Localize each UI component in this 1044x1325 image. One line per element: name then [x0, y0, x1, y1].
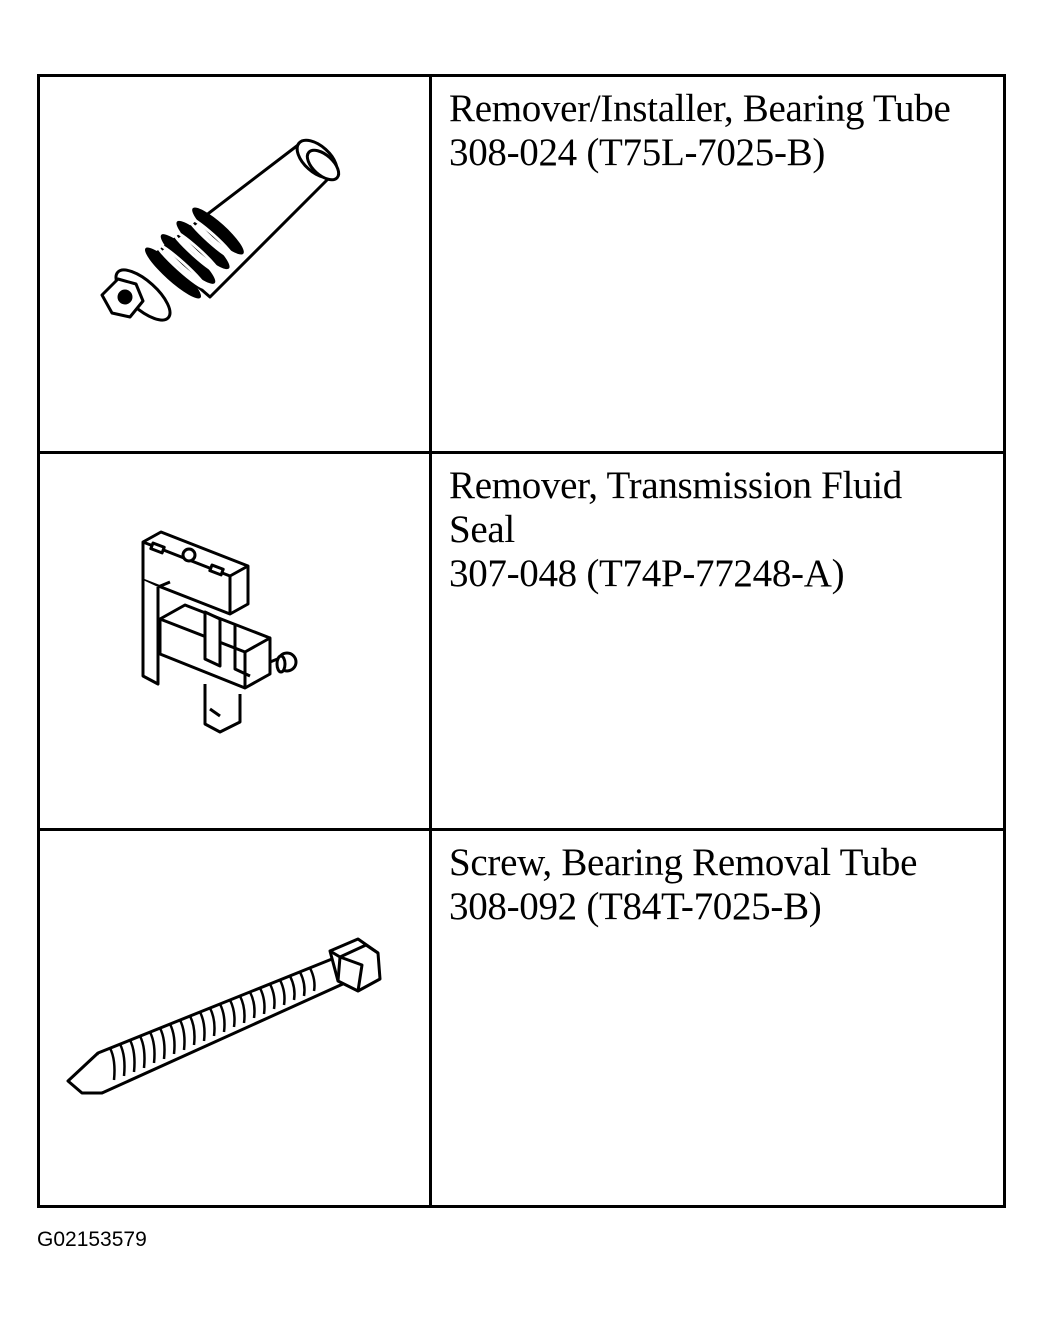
tool-part-number: 308-024 (T75L-7025-B): [449, 131, 826, 174]
tool-illustration-cell: [39, 76, 431, 453]
bearing-removal-screw-icon: [40, 831, 429, 1208]
tool-part-number: 307-048 (T74P-77248-A): [449, 552, 845, 595]
tool-illustration-cell: [39, 453, 431, 830]
tool-description-cell: [431, 830, 1005, 1207]
tool-name-line: Remover, Transmission Fluid: [449, 464, 902, 507]
tool-name: Screw, Bearing Removal Tube: [449, 841, 918, 884]
tool-illustration-cell: [39, 830, 431, 1207]
tool-name: Remover/Installer, Bearing Tube: [449, 87, 951, 130]
tool-part-number: 308-092 (T84T-7025-B): [449, 885, 822, 928]
fluid-seal-remover-icon: [40, 454, 429, 831]
table-row: [39, 76, 1005, 453]
table-row: [39, 453, 1005, 830]
tool-description-cell: [431, 76, 1005, 453]
table-row: [39, 830, 1005, 1207]
figure-id: G02153579: [37, 1228, 147, 1251]
tool-description-cell: [431, 453, 1005, 830]
tool-name-line: Seal: [449, 508, 515, 551]
special-tools-table: [37, 74, 1006, 1208]
bearing-tube-remover-installer-icon: [40, 77, 429, 454]
